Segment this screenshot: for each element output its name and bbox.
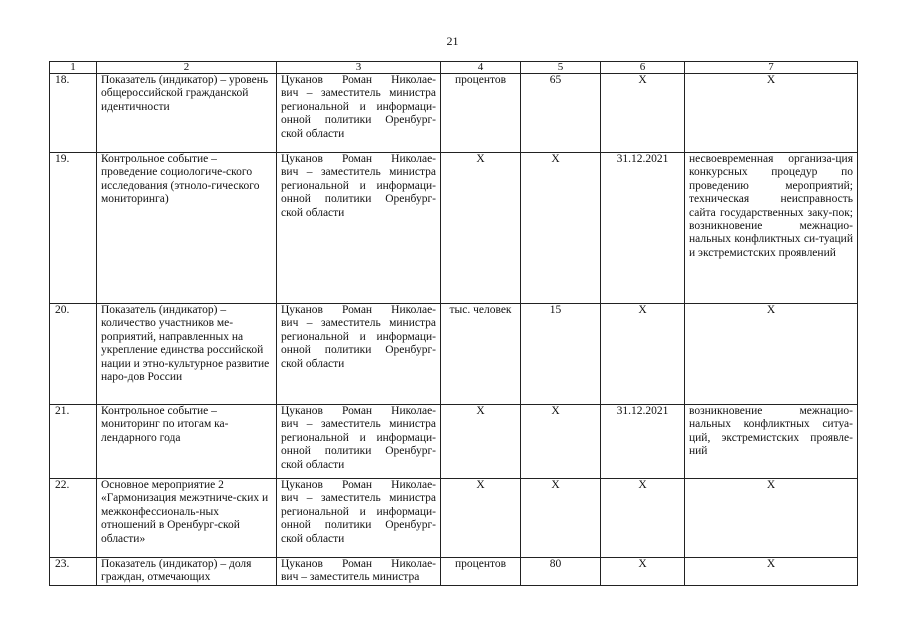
column-header: 6	[601, 62, 685, 74]
risks: Х	[685, 558, 858, 586]
responsible-line: ской области	[281, 127, 345, 140]
target-value: 80	[521, 558, 601, 586]
responsible-line: онной политики Оренбург-	[281, 193, 436, 206]
responsible-line: ской области	[281, 458, 345, 471]
table-row	[50, 304, 858, 405]
responsible-line: вич – заместитель министра	[281, 492, 436, 505]
responsible-person	[277, 153, 441, 304]
responsible-line: Цуканов Роман Николае-	[281, 405, 436, 417]
risks: Х	[685, 479, 858, 558]
unit-of-measure: Х	[441, 153, 521, 304]
responsible-line: онной политики Оренбург-	[281, 114, 436, 127]
row-number: 23.	[50, 558, 97, 586]
responsible-person	[277, 479, 441, 558]
row-number: 18.	[50, 74, 97, 153]
risks: Х	[685, 304, 858, 405]
event-name: Показатель (индикатор) – доля граждан, отмечающих	[97, 558, 277, 586]
responsible-line: ской области	[281, 357, 345, 370]
responsible-line: Цуканов Роман Николае-	[281, 74, 436, 86]
responsible-line: онной политики Оренбург-	[281, 344, 436, 357]
due-date: 31.12.2021	[601, 153, 685, 304]
target-value: 15	[521, 304, 601, 405]
column-header: 2	[97, 62, 277, 74]
responsible-line: вич – заместитель министра	[281, 418, 436, 431]
table-row	[50, 74, 858, 153]
responsible-line: вич – заместитель министра	[281, 87, 436, 100]
unit-of-measure: тыс. человек	[441, 304, 521, 405]
responsible-line: региональной и информаци-	[281, 505, 436, 518]
responsible-line: ской области	[281, 206, 345, 219]
responsible-line: вич – заместитель министра	[281, 317, 436, 330]
column-header: 5	[521, 62, 601, 74]
table-row	[50, 479, 858, 558]
target-value: Х	[521, 405, 601, 479]
column-header: 1	[50, 62, 97, 74]
event-name: Основное мероприятие 2 «Гармонизация межэтниче-ских и межконфессиональ-ных отношений в Оренбург-ской области»	[97, 479, 277, 558]
responsible-line: региональной и информаци-	[281, 100, 436, 113]
responsible-person	[277, 74, 441, 153]
table-row	[50, 558, 858, 586]
responsible-line: региональной и информаци-	[281, 179, 436, 192]
event-name: Показатель (индикатор) – уровень общероссийской гражданской идентичности	[97, 74, 277, 153]
risks: Х	[685, 74, 858, 153]
responsible-line: Цуканов Роман Николае-	[281, 558, 436, 570]
due-date: Х	[601, 479, 685, 558]
page-number: 21	[446, 34, 459, 48]
unit-of-measure: процентов	[441, 74, 521, 153]
column-header: 3	[277, 62, 441, 74]
event-name: Показатель (индикатор) – количество участников ме-роприятий, направленных на укрепление единства российской нации и этно-культурное развитие наро-дов России	[97, 304, 277, 405]
row-number: 19.	[50, 153, 97, 304]
due-date: Х	[601, 74, 685, 153]
responsible-line: региональной и информаци-	[281, 431, 436, 444]
responsible-line: региональной и информаци-	[281, 330, 436, 343]
target-value: Х	[521, 479, 601, 558]
table-row	[50, 153, 858, 304]
target-value: Х	[521, 153, 601, 304]
risks: возникновение межнацио-нальных конфликтных ситуа-ций, экстремистских проявле-ний	[685, 405, 858, 479]
row-number: 20.	[50, 304, 97, 405]
responsible-person	[277, 558, 441, 586]
due-date: Х	[601, 558, 685, 586]
due-date: Х	[601, 304, 685, 405]
unit-of-measure: Х	[441, 405, 521, 479]
table-header-row	[50, 62, 858, 74]
responsible-line: Цуканов Роман Николае-	[281, 153, 436, 165]
responsible-line: Цуканов Роман Николае-	[281, 479, 436, 491]
row-number: 21.	[50, 405, 97, 479]
responsible-line: ской области	[281, 532, 345, 545]
responsible-line: Цуканов Роман Николае-	[281, 304, 436, 316]
column-header: 4	[441, 62, 521, 74]
responsible-line: онной политики Оренбург-	[281, 445, 436, 458]
unit-of-measure: Х	[441, 479, 521, 558]
responsible-line: вич – заместитель министра	[281, 571, 420, 584]
plan-table	[49, 61, 858, 586]
responsible-person	[277, 405, 441, 479]
due-date: 31.12.2021	[601, 405, 685, 479]
column-header: 7	[685, 62, 858, 74]
target-value: 65	[521, 74, 601, 153]
event-name: Контрольное событие – проведение социологиче-ского исследования (этноло-гического мониторинга)	[97, 153, 277, 304]
table-row	[50, 405, 858, 479]
responsible-person	[277, 304, 441, 405]
event-name: Контрольное событие – мониторинг по итогам ка-лендарного года	[97, 405, 277, 479]
risks: несвоевременная организа-ция конкурсных процедур по проведению мероприятий; техническая неисправность сайта государственных заку-пок; возникновение межнацио-нальных конфликтных си-туаций и экстремистских проявлений	[685, 153, 858, 304]
unit-of-measure: процентов	[441, 558, 521, 586]
row-number: 22.	[50, 479, 97, 558]
responsible-line: вич – заместитель министра	[281, 166, 436, 179]
responsible-line: онной политики Оренбург-	[281, 519, 436, 532]
